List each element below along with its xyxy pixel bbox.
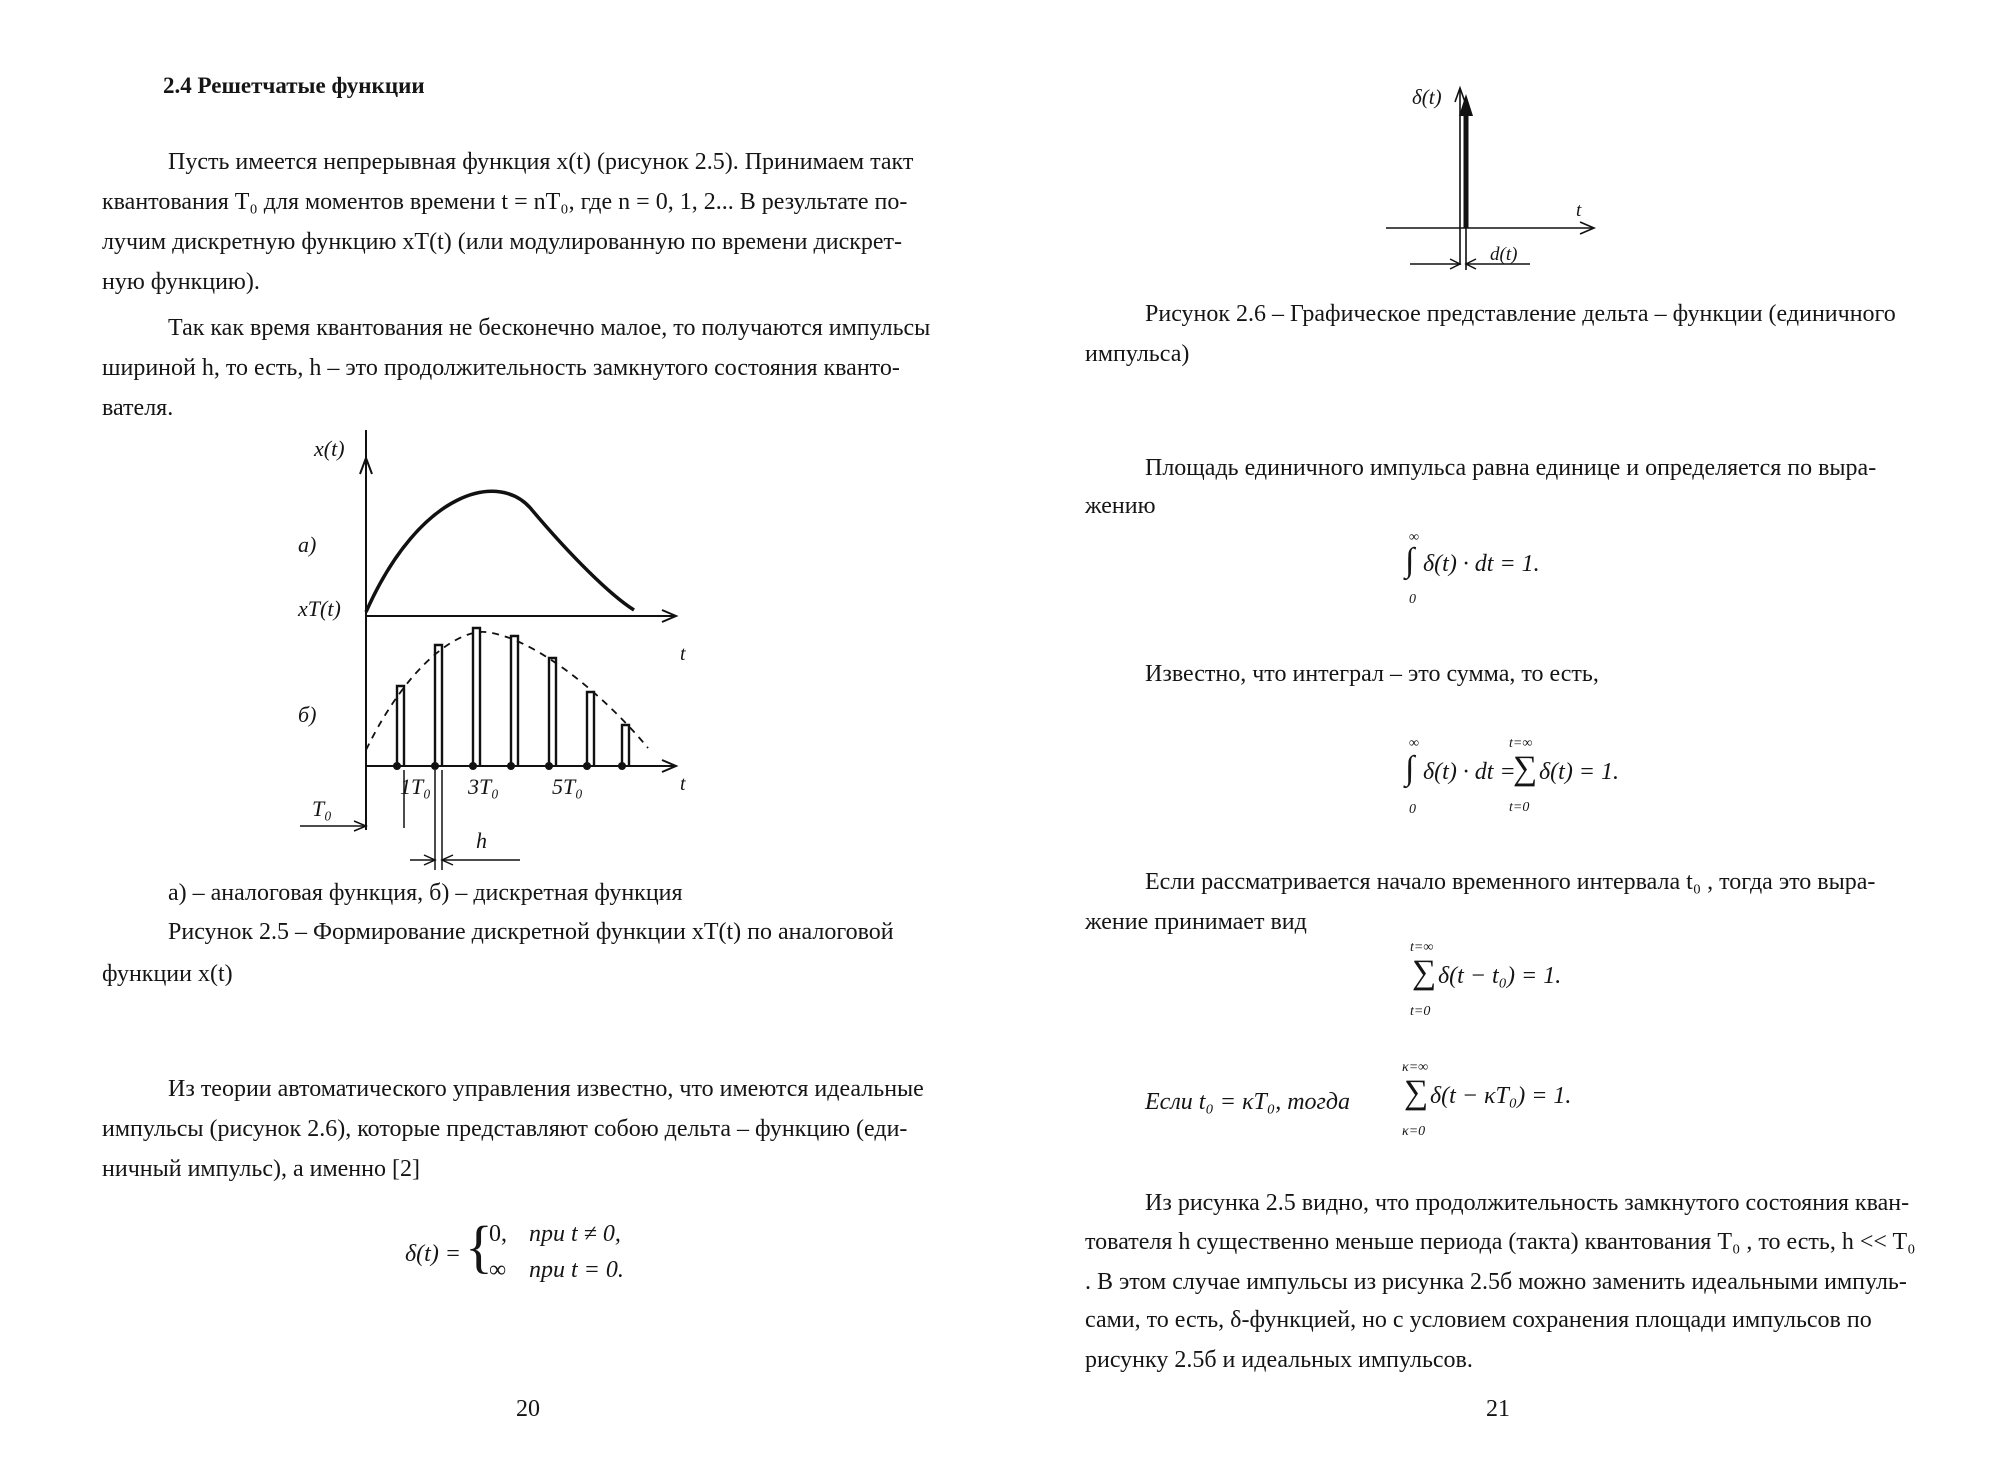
impulse-arrow-icon bbox=[1459, 94, 1473, 116]
condition-text: Если t₀ = κT₀, тогда bbox=[1145, 1089, 1351, 1115]
t-label-upper: t bbox=[680, 643, 686, 665]
paragraph-line: Пусть имеется непрерывная функция x(t) (рисунок 2.5). Принимаем такт bbox=[168, 149, 914, 175]
sample-dot bbox=[545, 762, 553, 770]
integral-sign-icon: ∫ bbox=[1405, 542, 1415, 579]
integral-body: δ(t) · dt = 1. bbox=[1423, 551, 1540, 577]
figure-caption-line: импульса) bbox=[1085, 341, 1190, 367]
paragraph-line: Известно, что интеграл – это сумма, то есть, bbox=[1145, 661, 1599, 687]
figure-2-6 bbox=[1380, 80, 1610, 280]
paragraph-line: вателя. bbox=[102, 395, 174, 421]
pulse bbox=[473, 628, 480, 766]
paragraph-line: лучим дискретную функцию xT(t) (или модулированную по времени дискрет- bbox=[102, 229, 903, 255]
paragraph-line: тователя h существенно меньше периода (такта) квантования T₀ , то есть, h << T₀ bbox=[1085, 1229, 1916, 1255]
sum-upper-limit: t=∞ bbox=[1509, 736, 1533, 751]
sum-lower-limit: t=0 bbox=[1410, 1004, 1431, 1019]
sample-dot bbox=[469, 762, 477, 770]
h-label: h bbox=[476, 828, 487, 853]
sum-sign-icon: ∑ bbox=[1412, 954, 1437, 991]
page-number: 21 bbox=[1486, 1396, 1510, 1422]
paragraph-line: жению bbox=[1085, 493, 1156, 519]
integral-lower-limit: 0 bbox=[1409, 592, 1416, 607]
paragraph-line: квантования T₀ для моментов времени t = nT₀, где n = 0, 1, 2... В результате по- bbox=[102, 189, 908, 215]
pulse bbox=[435, 645, 442, 766]
paragraph-line: импульсы (рисунок 2.6), которые представляют собою дельта – функцию (еди- bbox=[102, 1116, 908, 1142]
sample-dot bbox=[507, 762, 515, 770]
delta-definition-formula bbox=[405, 1214, 645, 1294]
sum-upper-limit: κ=∞ bbox=[1402, 1060, 1429, 1075]
case2-value: ∞ bbox=[489, 1257, 507, 1283]
sum-body: δ(t − t₀) = 1. bbox=[1438, 963, 1562, 989]
pulse bbox=[622, 725, 629, 766]
case2-condition: при t = 0. bbox=[529, 1257, 624, 1283]
envelope-curve bbox=[366, 632, 648, 750]
paragraph-line: жение принимает вид bbox=[1085, 909, 1307, 935]
sum-sign-icon: ∑ bbox=[1404, 1074, 1429, 1111]
figure-caption-ab: a) – аналоговая функция, б) – дискретная функция bbox=[168, 880, 683, 906]
sample-dot bbox=[583, 762, 591, 770]
sample-dot bbox=[393, 762, 401, 770]
figure-caption-line: Рисунок 2.5 – Формирование дискретной функции xT(t) по аналоговой bbox=[168, 919, 894, 945]
paragraph-line: Если рассматривается начало временного интервала t₀ , тогда это выра- bbox=[1145, 869, 1876, 895]
integral-upper-limit: ∞ bbox=[1409, 736, 1419, 751]
sum-body: δ(t − κT₀) = 1. bbox=[1430, 1083, 1572, 1109]
paragraph-line: Так как время квантования не бесконечно малое, то получаются импульсы bbox=[168, 315, 931, 341]
paragraph-line: рисунку 2.5б и идеальных импульсов. bbox=[1085, 1347, 1473, 1373]
paragraph-line: Из рисунка 2.5 видно, что продолжительность замкнутого состояния кван- bbox=[1145, 1190, 1910, 1216]
integral-body: δ(t) · dt = bbox=[1423, 759, 1516, 785]
integral-formula bbox=[1405, 530, 1605, 610]
section-heading: 2.4 Решетчатые функции bbox=[163, 73, 425, 98]
figure-caption-line: Рисунок 2.6 – Графическое представление дельта – функции (единичного bbox=[1145, 301, 1896, 327]
xt-label: xT(t) bbox=[298, 596, 341, 621]
kappa-sum-formula bbox=[1400, 1060, 1660, 1150]
label-b: б) bbox=[298, 702, 317, 727]
sum-lower-limit: t=0 bbox=[1509, 800, 1530, 815]
shifted-sum-formula bbox=[1408, 940, 1628, 1030]
figure-caption-line: функции x(t) bbox=[102, 961, 233, 987]
y-axis-label: x(t) bbox=[314, 436, 345, 461]
pulse bbox=[397, 686, 404, 766]
sum-body: δ(t) = 1. bbox=[1539, 759, 1620, 785]
pulse bbox=[587, 692, 594, 766]
paragraph-line: ную функцию). bbox=[102, 269, 260, 295]
paragraph-line: сами, то есть, δ-функцией, но с условием сохранения площади импульсов по bbox=[1085, 1307, 1872, 1333]
sum-lower-limit: κ=0 bbox=[1402, 1124, 1426, 1139]
paragraph-line: Площадь единичного импульса равна единице и определяется по выра- bbox=[1145, 455, 1877, 481]
case1-condition: при t ≠ 0, bbox=[529, 1221, 621, 1247]
paragraph-line: ничный импульс), а именно [2] bbox=[102, 1156, 420, 1182]
paragraph-line: шириной h, то есть, h – это продолжительность замкнутого состояния кванто- bbox=[102, 355, 900, 381]
page-number: 20 bbox=[516, 1396, 540, 1422]
integral-sign-icon: ∫ bbox=[1405, 750, 1415, 787]
paragraph-line: . В этом случае импульсы из рисунка 2.5б можно заменить идеальными импуль- bbox=[1085, 1269, 1907, 1295]
delta-label: δ(t) bbox=[1412, 85, 1442, 109]
sample-dot bbox=[618, 762, 626, 770]
sum-upper-limit: t=∞ bbox=[1410, 940, 1434, 955]
sum-sign-icon: ∑ bbox=[1513, 750, 1538, 787]
analog-curve bbox=[366, 491, 634, 612]
case1-value: 0, bbox=[489, 1221, 507, 1247]
formula-lhs: δ(t) = bbox=[405, 1241, 462, 1267]
integral-lower-limit: 0 bbox=[1409, 802, 1416, 817]
brace-icon: { bbox=[465, 1214, 493, 1279]
figure-2-5 bbox=[270, 430, 730, 870]
tick-5t0: 5T₀ bbox=[552, 774, 583, 799]
t-label: t bbox=[1576, 200, 1582, 221]
t-label-lower: t bbox=[680, 773, 686, 795]
pulse bbox=[549, 658, 556, 766]
d-label: d(t) bbox=[1490, 244, 1518, 265]
paragraph-line: Из теории автоматического управления известно, что имеются идеальные bbox=[168, 1076, 924, 1102]
t0-label: T₀ bbox=[312, 796, 332, 821]
sample-dot bbox=[431, 762, 439, 770]
pulse bbox=[511, 636, 518, 766]
integral-upper-limit: ∞ bbox=[1409, 530, 1419, 545]
right-page bbox=[1000, 0, 2000, 1474]
tick-3t0: 3T₀ bbox=[468, 774, 499, 799]
pulse-train bbox=[397, 628, 629, 766]
integral-sum-formula bbox=[1405, 736, 1725, 826]
label-a: a) bbox=[298, 532, 317, 557]
tick-1t0: 1T₀ bbox=[400, 774, 431, 799]
